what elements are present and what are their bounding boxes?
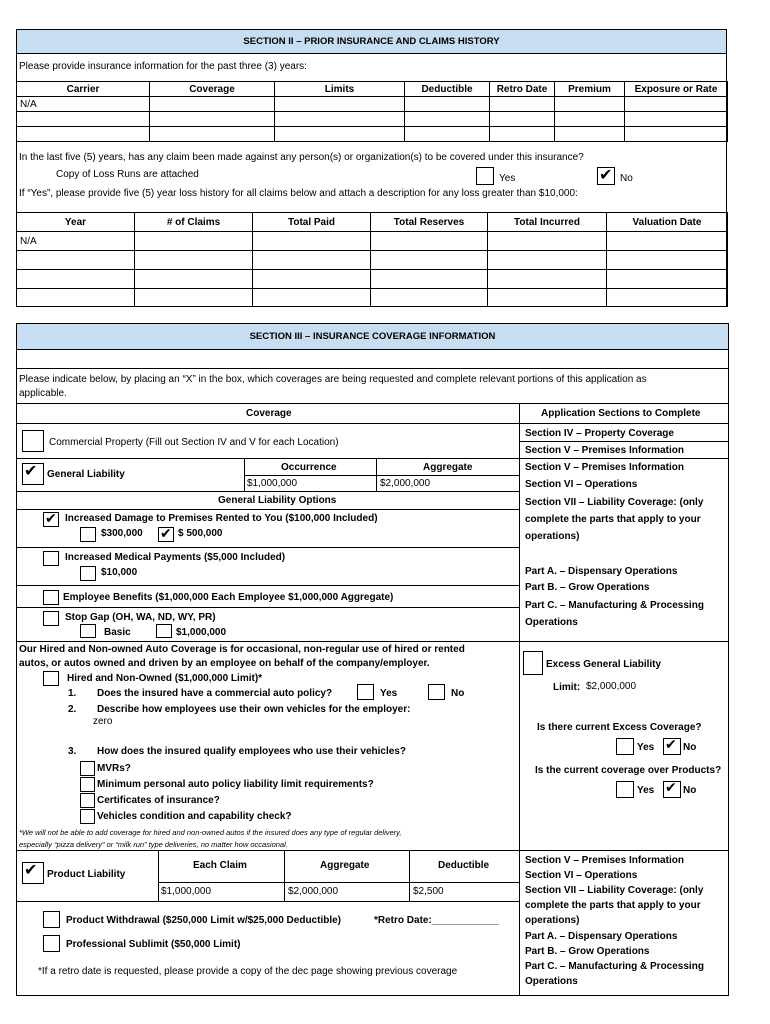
excess-q2: Is the current coverage over Products? bbox=[535, 765, 722, 776]
table-cell[interactable] bbox=[625, 112, 728, 127]
occurrence-label: Occurrence bbox=[281, 462, 337, 473]
col-exposure: Exposure or Rate bbox=[625, 82, 728, 97]
table-cell[interactable] bbox=[275, 127, 405, 142]
employee-benefits-label: Employee Benefits ($1,000,000 Each Employee $1,000,000 Aggregate) bbox=[63, 592, 394, 603]
app-sections-header: Application Sections to Complete bbox=[541, 408, 701, 419]
section3-intro-line1: Please indicate below, by placing an “X” in the box, which coverages are being requested and complete relevant portions of this application as bbox=[19, 374, 647, 385]
table-cell[interactable] bbox=[607, 289, 728, 307]
table-cell[interactable] bbox=[275, 97, 405, 112]
table-cell[interactable] bbox=[135, 251, 253, 270]
table-cell[interactable] bbox=[607, 232, 728, 251]
dp-500-checkbox[interactable] bbox=[158, 527, 174, 542]
q3-min-auto-checkbox[interactable] bbox=[80, 777, 95, 792]
excess-q1-yes-label: Yes bbox=[637, 742, 655, 753]
col-carrier: Carrier bbox=[17, 82, 150, 97]
table-cell[interactable] bbox=[490, 97, 555, 112]
table-cell[interactable] bbox=[488, 251, 607, 270]
col-retro-date: Retro Date bbox=[490, 82, 555, 97]
hnoa-intro-line2: autos, or autos owned and driven by an employee on behalf of the company/employer. bbox=[19, 658, 430, 669]
loss-history-instructions: If “Yes”, please provide five (5) year loss history for all claims below and attach a description for any loss greater than $10,000: bbox=[19, 188, 578, 199]
table-cell[interactable] bbox=[150, 97, 275, 112]
table-cell[interactable] bbox=[488, 270, 607, 289]
q3-number: 3. bbox=[68, 746, 77, 757]
app-section-line: Section VI – Operations bbox=[525, 870, 638, 881]
excess-gl-checkbox[interactable] bbox=[523, 651, 543, 675]
excess-q1-no-checkbox[interactable] bbox=[663, 738, 681, 755]
medical-payments-label: Increased Medical Payments ($5,000 Included) bbox=[65, 552, 286, 563]
pl-each-claim-value[interactable]: $1,000,000 bbox=[161, 886, 212, 897]
hnoa-note-line1: *We will not be able to add coverage for hired and non-owned autos if the insured does any type of regular delivery, bbox=[19, 828, 402, 837]
q3-vehicles-checkbox[interactable] bbox=[80, 809, 95, 824]
retro-date-note: *If a retro date is requested, please provide a copy of the dec page showing previous coverage bbox=[38, 966, 458, 977]
col-total-incurred: Total Incurred bbox=[488, 213, 607, 232]
q1-number: 1. bbox=[68, 688, 77, 699]
product-liability-checkbox[interactable] bbox=[22, 862, 44, 884]
q1-no-checkbox[interactable] bbox=[428, 684, 445, 700]
table-cell[interactable] bbox=[555, 112, 625, 127]
table-cell[interactable] bbox=[17, 251, 135, 270]
app-section-part: Part B. – Grow Operations bbox=[525, 946, 650, 957]
app-section-line: Section VI – Operations bbox=[525, 479, 638, 490]
app-section-part: Part A. – Dispensary Operations bbox=[525, 566, 678, 577]
section3-header: SECTION III – INSURANCE COVERAGE INFORMATION bbox=[16, 323, 729, 350]
prior-insurance-table bbox=[16, 81, 728, 142]
app-section-line: Section VII – Liability Coverage: (only bbox=[525, 497, 704, 508]
hnoa-label: Hired and Non-Owned ($1,000,000 Limit)* bbox=[67, 673, 263, 684]
table-cell[interactable] bbox=[555, 127, 625, 142]
excess-limit-value[interactable]: $2,000,000 bbox=[586, 681, 637, 692]
sg-1m-label: $1,000,000 bbox=[176, 627, 227, 638]
excess-gl-label: Excess General Liability bbox=[546, 659, 662, 670]
dp-300-checkbox[interactable] bbox=[80, 527, 96, 542]
excess-q2-yes-label: Yes bbox=[637, 785, 655, 796]
claims-yes-label: Yes bbox=[499, 173, 516, 184]
table-cell[interactable] bbox=[17, 112, 150, 127]
app-section-line: Section IV – Property Coverage bbox=[525, 428, 674, 439]
app-section-line: operations) bbox=[525, 531, 580, 542]
q2-answer[interactable]: zero bbox=[93, 716, 113, 727]
q2-number: 2. bbox=[68, 704, 77, 715]
table-cell[interactable]: N/A bbox=[17, 232, 135, 251]
app-section-part: Part A. – Dispensary Operations bbox=[525, 931, 678, 942]
table-cell[interactable] bbox=[135, 289, 253, 307]
commercial-property-checkbox[interactable] bbox=[22, 430, 44, 452]
q3-option: Certificates of insurance? bbox=[97, 795, 220, 806]
table-cell[interactable] bbox=[275, 112, 405, 127]
pl-deductible-value[interactable]: $2,500 bbox=[413, 886, 444, 897]
app-section-line: complete the parts that apply to your bbox=[525, 900, 701, 911]
col-total-paid: Total Paid bbox=[253, 213, 371, 232]
app-section-line: Section V – Premises Information bbox=[525, 462, 684, 473]
professional-sublimit-checkbox[interactable] bbox=[43, 935, 60, 952]
q1-text: Does the insured have a commercial auto policy? bbox=[97, 688, 333, 699]
table-cell[interactable] bbox=[135, 270, 253, 289]
section2-header: SECTION II – PRIOR INSURANCE AND CLAIMS HISTORY bbox=[16, 29, 727, 54]
table-cell[interactable] bbox=[17, 289, 135, 307]
dp-300-label: $300,000 bbox=[101, 528, 143, 539]
table-row bbox=[17, 127, 728, 142]
section2-intro: Please provide insurance information for the past three (3) years: bbox=[19, 61, 307, 72]
app-section-line: complete the parts that apply to your bbox=[525, 514, 701, 525]
claims-question: In the last five (5) years, has any claim been made against any person(s) or organization(s) to be covered under this insurance? bbox=[19, 152, 584, 163]
q3-option: Vehicles condition and capability check? bbox=[97, 811, 292, 822]
q3-option: Minimum personal auto policy liability limit requirements? bbox=[97, 779, 374, 790]
q3-certificates-checkbox[interactable] bbox=[80, 793, 95, 808]
mp-10-checkbox[interactable] bbox=[80, 566, 96, 581]
table-cell[interactable] bbox=[625, 97, 728, 112]
loss-history-header-row bbox=[17, 213, 728, 232]
q3-mvrs-checkbox[interactable] bbox=[80, 761, 95, 776]
general-liability-checkbox[interactable] bbox=[22, 463, 44, 485]
sg-1m-checkbox[interactable] bbox=[156, 624, 172, 638]
section3-intro-line2: applicable. bbox=[19, 388, 67, 399]
sg-basic-checkbox[interactable] bbox=[80, 624, 96, 638]
app-section-part: Part B. – Grow Operations bbox=[525, 582, 650, 593]
col-limits: Limits bbox=[275, 82, 405, 97]
table-cell[interactable] bbox=[490, 112, 555, 127]
table-cell[interactable] bbox=[253, 289, 371, 307]
table-cell[interactable] bbox=[150, 112, 275, 127]
product-liability-label: Product Liability bbox=[47, 869, 126, 880]
claims-no-checkbox[interactable] bbox=[597, 167, 615, 185]
q3-option: MVRs? bbox=[97, 763, 131, 774]
table-cell[interactable] bbox=[253, 270, 371, 289]
loss-runs-label: Copy of Loss Runs are attached bbox=[56, 169, 199, 180]
excess-limit-label: Limit: bbox=[553, 682, 581, 693]
each-claim-label: Each Claim bbox=[193, 860, 247, 871]
excess-q2-no-label: No bbox=[683, 785, 697, 796]
table-row bbox=[17, 251, 728, 270]
app-section-part: Part C. – Manufacturing & Processing bbox=[525, 961, 704, 972]
table-row bbox=[17, 97, 728, 112]
table-cell[interactable] bbox=[17, 127, 150, 142]
excess-q1-yes-checkbox[interactable] bbox=[616, 738, 634, 755]
table-cell[interactable] bbox=[17, 270, 135, 289]
table-row bbox=[17, 232, 728, 251]
table-cell[interactable] bbox=[135, 232, 253, 251]
col-deductible: Deductible bbox=[405, 82, 490, 97]
q1-yes-checkbox[interactable] bbox=[357, 684, 374, 700]
table-cell[interactable] bbox=[150, 127, 275, 142]
table-cell[interactable] bbox=[555, 97, 625, 112]
employee-benefits-checkbox[interactable] bbox=[43, 590, 59, 605]
app-section-part: Part C. – Manufacturing & Processing bbox=[525, 600, 704, 611]
table-cell[interactable] bbox=[253, 251, 371, 270]
dp-500-label: $ 500,000 bbox=[178, 528, 223, 539]
pl-aggregate-value[interactable]: $2,000,000 bbox=[288, 886, 339, 897]
app-section-line: operations) bbox=[525, 915, 580, 926]
gl-aggregate-value[interactable]: $2,000,000 bbox=[380, 478, 431, 489]
app-section-part: Operations bbox=[525, 617, 578, 628]
general-liability-label: General Liability bbox=[47, 469, 125, 480]
table-cell[interactable] bbox=[371, 232, 488, 251]
col-coverage: Coverage bbox=[150, 82, 275, 97]
product-withdrawal-checkbox[interactable] bbox=[43, 911, 60, 928]
claims-no-label: No bbox=[620, 173, 633, 184]
excess-q1: Is there current Excess Coverage? bbox=[537, 722, 702, 733]
table-cell[interactable] bbox=[607, 251, 728, 270]
table-cell[interactable]: N/A bbox=[17, 97, 150, 112]
commercial-property-label: Commercial Property (Fill out Section IV and V for each Location) bbox=[49, 437, 339, 448]
col-year: Year bbox=[17, 213, 135, 232]
q2-text: Describe how employees use their own vehicles for the employer: bbox=[97, 704, 411, 715]
gl-options-title: General Liability Options bbox=[218, 495, 337, 506]
table-cell[interactable] bbox=[371, 251, 488, 270]
mp-10-label: $10,000 bbox=[101, 567, 138, 578]
prior-insurance-header-row bbox=[17, 82, 728, 97]
table-row bbox=[17, 112, 728, 127]
stop-gap-checkbox[interactable] bbox=[43, 611, 59, 626]
table-cell[interactable] bbox=[405, 112, 490, 127]
app-section-line: Section VII – Liability Coverage: (only bbox=[525, 885, 704, 896]
table-cell[interactable] bbox=[371, 270, 488, 289]
table-cell[interactable] bbox=[253, 232, 371, 251]
professional-sublimit-label: Professional Sublimit ($50,000 Limit) bbox=[66, 939, 241, 950]
table-cell[interactable] bbox=[490, 127, 555, 142]
product-withdrawal-label: Product Withdrawal ($250,000 Limit w/$25,000 Deductible) bbox=[66, 915, 341, 926]
table-cell[interactable] bbox=[405, 97, 490, 112]
table-cell[interactable] bbox=[488, 232, 607, 251]
medical-payments-checkbox[interactable] bbox=[43, 551, 59, 566]
claims-yes-checkbox[interactable] bbox=[476, 167, 494, 185]
stop-gap-label: Stop Gap (OH, WA, ND, WY, PR) bbox=[65, 612, 216, 623]
pl-aggregate-label: Aggregate bbox=[320, 860, 370, 871]
retro-date-field[interactable]: *Retro Date:____________ bbox=[374, 915, 499, 926]
q3-text: How does the insured qualify employees who use their vehicles? bbox=[97, 746, 406, 757]
app-section-part: Operations bbox=[525, 976, 578, 987]
coverage-header: Coverage bbox=[246, 408, 292, 419]
col-premium: Premium bbox=[555, 82, 625, 97]
q1-yes-label: Yes bbox=[380, 688, 398, 699]
col-valuation-date: Valuation Date bbox=[607, 213, 728, 232]
app-section-line: Section V – Premises Information bbox=[525, 855, 684, 866]
app-section-line: Section V – Premises Information bbox=[525, 445, 684, 456]
hnoa-note-line2: especially “pizza delivery” or “milk run” type deliveries, no matter how occasional. bbox=[19, 840, 288, 849]
damage-premises-checkbox[interactable] bbox=[43, 512, 59, 527]
hnoa-checkbox[interactable] bbox=[43, 671, 59, 686]
excess-q2-yes-checkbox[interactable] bbox=[616, 781, 634, 798]
gl-occurrence-value[interactable]: $1,000,000 bbox=[247, 478, 298, 489]
aggregate-label: Aggregate bbox=[423, 462, 473, 473]
damage-premises-label: Increased Damage to Premises Rented to You ($100,000 Included) bbox=[65, 513, 378, 524]
pl-deductible-label: Deductible bbox=[438, 860, 490, 871]
excess-q1-no-label: No bbox=[683, 742, 697, 753]
table-cell[interactable] bbox=[607, 270, 728, 289]
sg-basic-label: Basic bbox=[104, 627, 131, 638]
table-row bbox=[17, 289, 728, 307]
table-cell[interactable] bbox=[371, 289, 488, 307]
table-row bbox=[17, 270, 728, 289]
table-cell[interactable] bbox=[625, 127, 728, 142]
q1-no-label: No bbox=[451, 688, 465, 699]
table-cell[interactable] bbox=[405, 127, 490, 142]
col-total-reserves: Total Reserves bbox=[371, 213, 488, 232]
table-cell[interactable] bbox=[488, 289, 607, 307]
excess-q2-no-checkbox[interactable] bbox=[663, 781, 681, 798]
hnoa-intro-line1: Our Hired and Non-owned Auto Coverage is for occasional, non-regular use of hired or rented bbox=[19, 644, 465, 655]
loss-history-table bbox=[16, 212, 728, 307]
col-num-claims: # of Claims bbox=[135, 213, 253, 232]
